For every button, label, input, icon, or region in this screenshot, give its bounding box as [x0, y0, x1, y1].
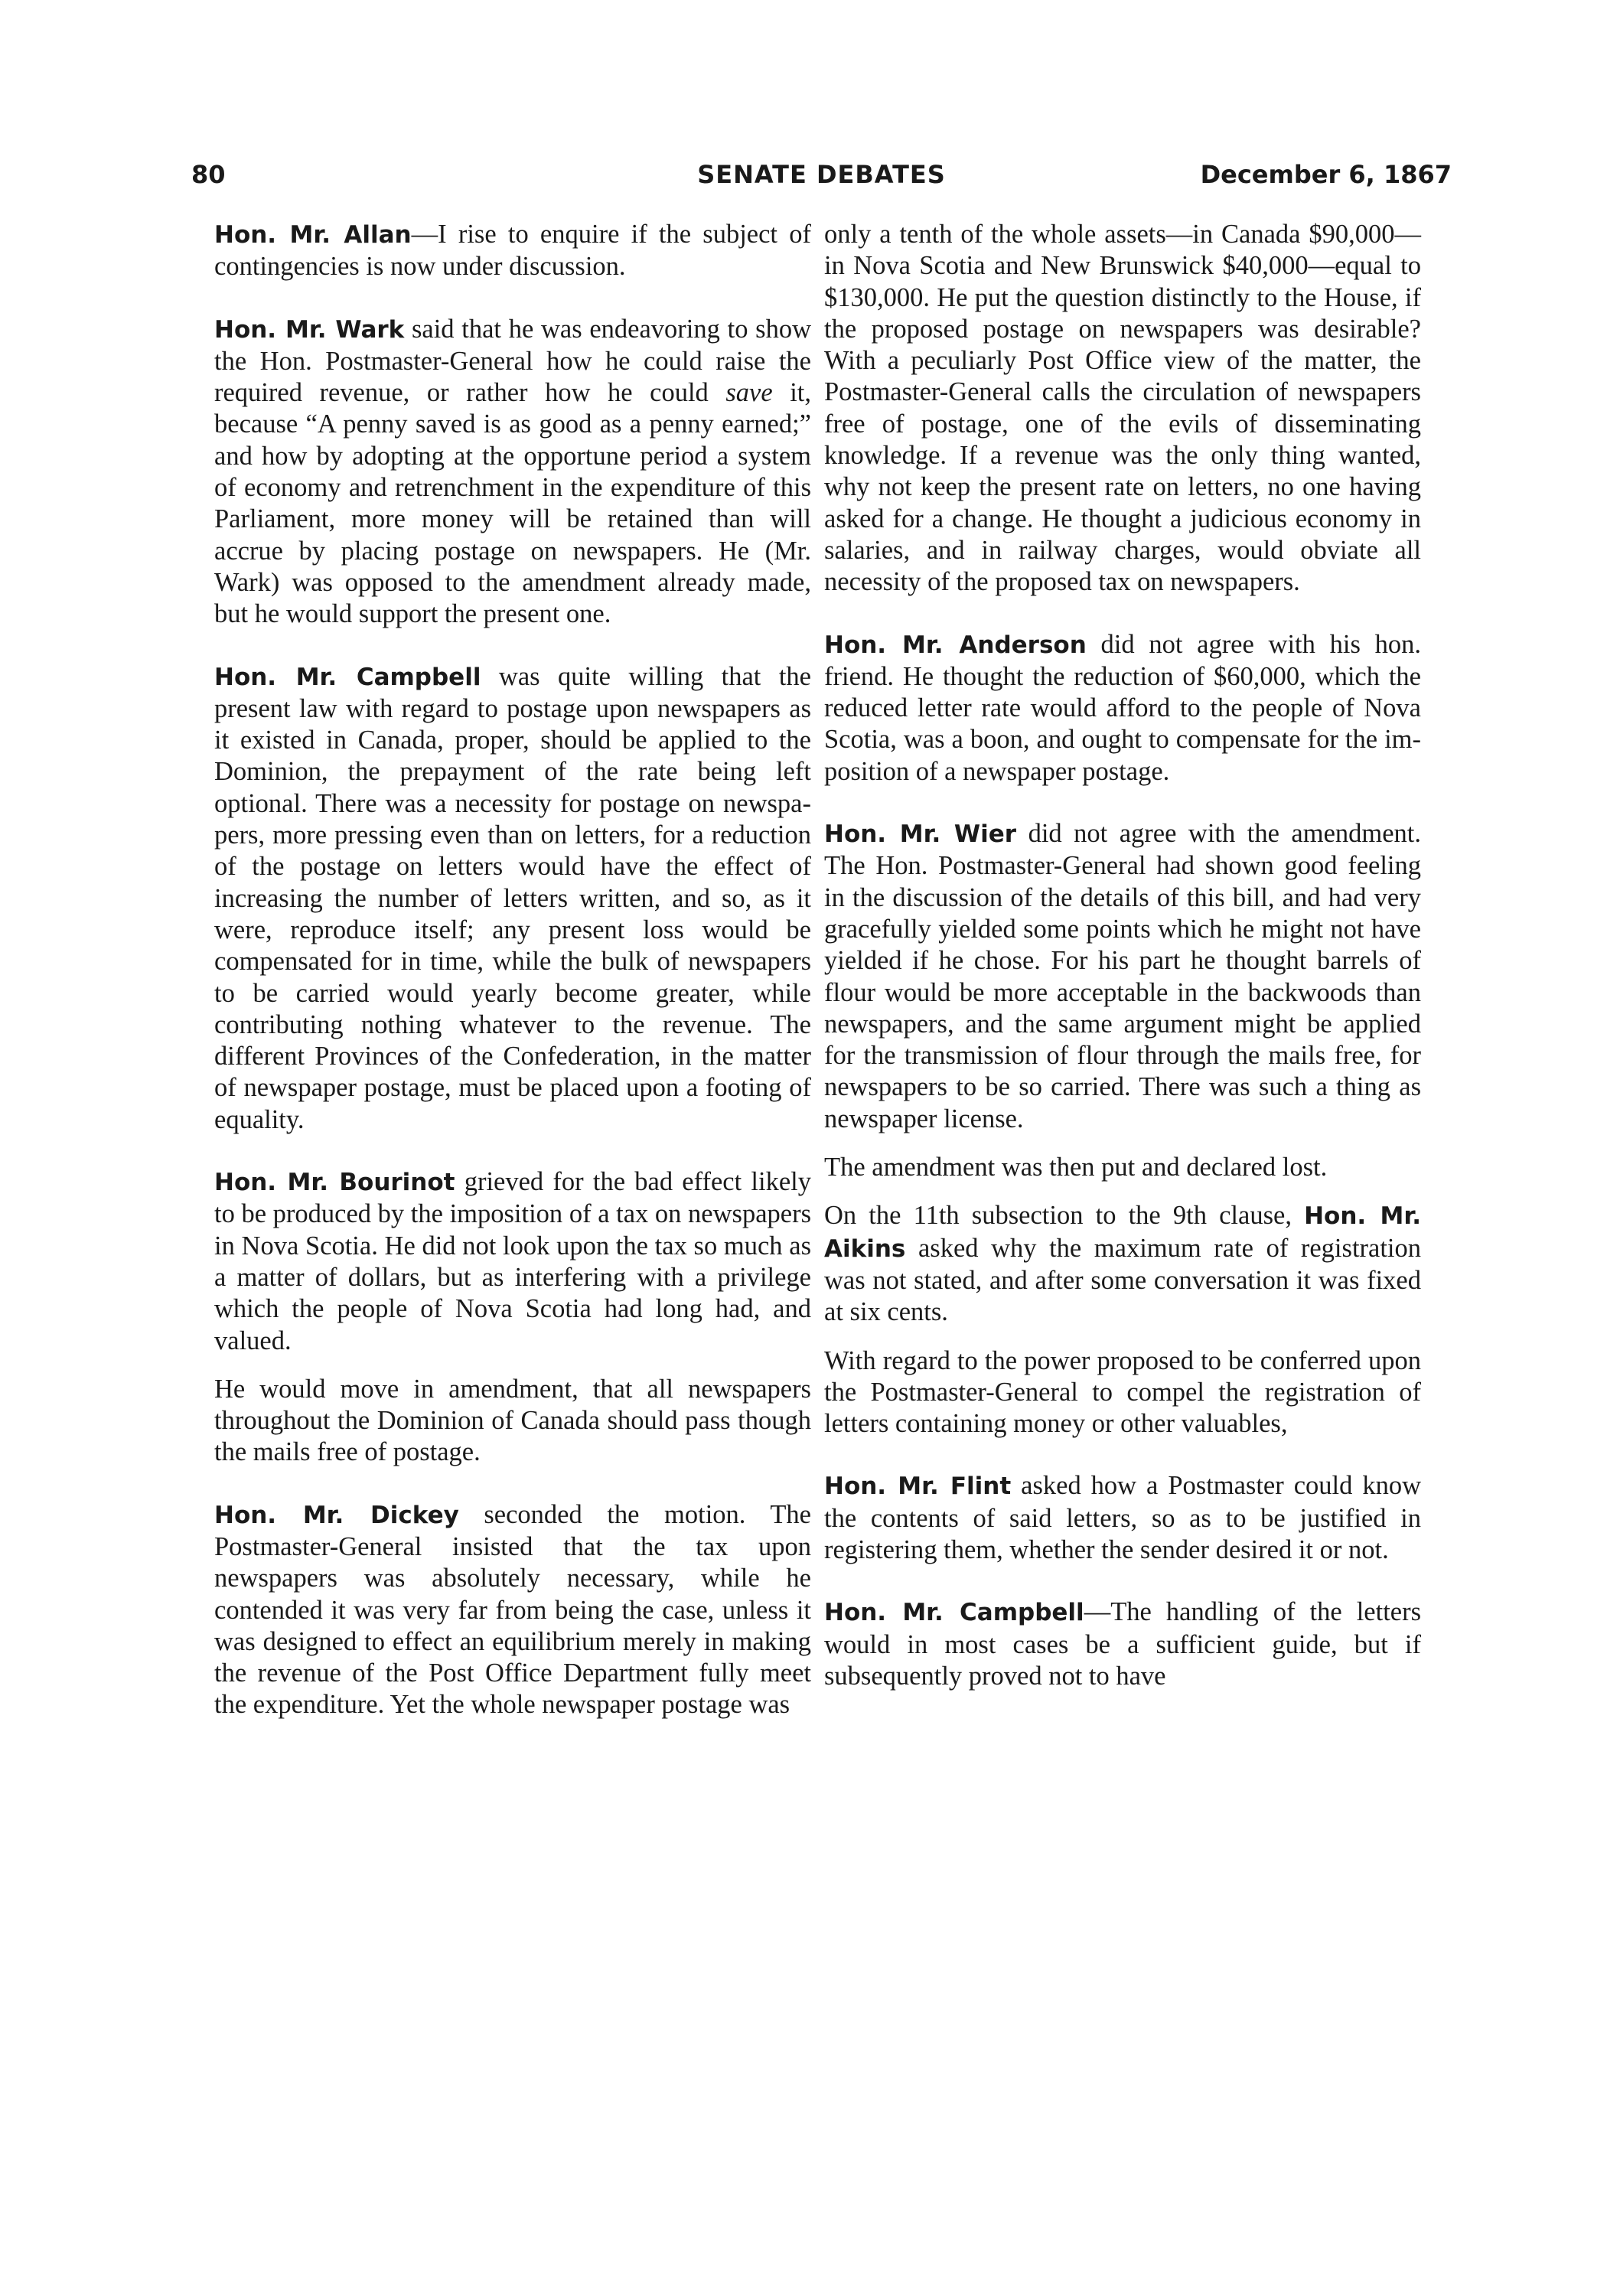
- speech-text: grieved for the bad effect likely to be produced by the imposition of a tax on newspapers in Nova Scotia. He did not look upon the tax so much as a matter of dollars, but as interfering with a privilege which the people of Nova Scotia had long had, and valued.: [214, 1167, 811, 1355]
- paragraph-anderson: [824, 629, 1421, 788]
- speech-text: only a tenth of the whole assets—in Canada $90,000—in Nova Scotia and New Brunswick $40,000—equal to $130,000. He put the question distinctly to the House, if the proposed postage on newspapers was desirable? With a peculiarly Post Office view of the matter, the Postmaster-General calls the circulation of newspapers free of postage, one of the evils of disseminating knowledge. If a revenue was the only thing wanted, why not keep the present rate on letters, no one having asked for a change. He thought a judicious economy in salaries, and in railway charges, would obviate all necessity of the proposed tax on newspapers.: [824, 220, 1421, 597]
- speech-text: it, because “A penny saved is as good as a penny earned;” and how by adopting at the opportune period a system of economy and retrenchment in the expenditure of this Parliament, more money will be retained than will accrue by placing postage on newspapers. He (Mr. Wark) was opposed to the amendment already made, but he would support the present one.: [214, 378, 811, 629]
- speech-text: With regard to the power proposed to be conferred upon the Postmaster-General to compel the registration of letters containing money or other valuables,: [824, 1345, 1421, 1439]
- speech-text: did not agree with the amendment. The Hon. Postmaster-General had shown good feeling in the discussion of the details of this bill, and had very gracefully yielded some points which he might not have yielded if he chose. For his part he thought barrels of flour would be more acceptable in the backwoods than newspapers, and the same argument might be applied for the transmission of flour through the mails free, for newspapers to be so carried. There was such a thing as newspaper license.: [824, 819, 1421, 1133]
- left-column: [214, 219, 811, 1721]
- page-number: 80: [191, 160, 226, 189]
- speech-text: asked how a Postmaster could know the contents of said letters, so as to be justified in registering them, whether the sender desired it or not.: [824, 1471, 1421, 1564]
- paragraph-flint: [824, 1470, 1421, 1566]
- right-column: [824, 219, 1421, 1692]
- speaker-name: Hon. Mr. Aikins: [824, 1202, 1421, 1263]
- paragraph-continuation: [824, 219, 1421, 598]
- speech-text: —The handling of the letters would in most cases be a sufficient guide, but if subsequently proved not to have: [824, 1597, 1422, 1691]
- speech-text: seconded the motion. The Postmaster-General insisted that the tax upon newspapers was absolutely necessary, while he contended it was very far from being the case, unless it was designed to effect an equilibrium merely in making the revenue of the Post Office Department fully meet the expenditure. Yet the whole newspaper postage was: [214, 1499, 811, 1720]
- speaker-name: Hon. Mr. Anderson: [824, 631, 1087, 659]
- speech-text: —I rise to enquire if the subject of contingencies is now under discussion.: [214, 220, 811, 282]
- speaker-name: Hon. Mr. Campbell: [824, 1599, 1084, 1627]
- speaker-name: Hon. Mr. Wier: [824, 820, 1017, 849]
- emphasized-word: save: [725, 378, 773, 408]
- paragraph-wier: [824, 818, 1421, 1135]
- speaker-name: Hon. Mr. Allan: [214, 221, 412, 249]
- speaker-name: Hon. Mr. Flint: [824, 1473, 1012, 1501]
- paragraph-amendment-lost: [824, 1152, 1421, 1183]
- speech-text: was quite willing that the present law with regard to postage upon newspapers as it existed in Canada, proper, should be applied to the Dominion, the prepayment of the rate being left optional. There was a necessity for postage on newspapers, more pressing even than on letters, for a reduction of the postage on letters would have the effect of increasing the number of letters written, and so, as it were, reproduce itself; any present loss would be compensated for in time, while the bulk of newspapers to be carried would yearly become greater, while contributing nothing whatever to the revenue. The different Provinces of the Confederation, in the matter of newspaper postage, must be placed upon a footing of equality.: [214, 661, 811, 1134]
- paragraph-wark: [214, 314, 811, 631]
- speaker-name: Hon. Mr. Wark: [214, 315, 405, 344]
- speech-text: He would move in amendment, that all newspapers throughout the Dominion of Canada should pass though the mails free of postage.: [214, 1374, 811, 1467]
- speaker-name: Hon. Mr. Dickey: [214, 1501, 459, 1529]
- speech-text: The amendment was then put and declared lost.: [824, 1153, 1328, 1182]
- paragraph-allan: [214, 219, 811, 283]
- speech-text: asked why the maximum rate of registration was not stated, and after some conversation it was fixed at six cents.: [824, 1233, 1421, 1327]
- paragraph-campbell: [214, 661, 811, 1136]
- paragraph-dickey: [214, 1499, 811, 1721]
- paragraph-amendment-motion: [214, 1374, 811, 1469]
- speech-text: did not agree with his hon. friend. He thought the reduction of $60,000, which the reduced letter rate would afford to the people of Nova Scotia, was a boon, and ought to compensate for the imposition of a newspaper postage.: [824, 629, 1421, 786]
- speaker-name: Hon. Mr. Campbell: [214, 663, 481, 691]
- running-title: SENATE DEBATES: [697, 160, 946, 189]
- speech-text: said that he was endeavoring to show the Hon. Postmaster-General how he could raise the required revenue, or rather how he could: [214, 314, 811, 408]
- page-header: [191, 159, 1452, 197]
- paragraph-aikins: [824, 1200, 1421, 1328]
- lead-text: On the 11th subsection to the 9th clause,: [824, 1201, 1305, 1231]
- paragraph-campbell-reply: [824, 1596, 1421, 1692]
- page-date: December 6, 1867: [1200, 160, 1452, 189]
- paragraph-bourinot: [214, 1166, 811, 1357]
- speaker-name: Hon. Mr. Bourinot: [214, 1169, 455, 1197]
- paragraph-registration: [824, 1345, 1421, 1440]
